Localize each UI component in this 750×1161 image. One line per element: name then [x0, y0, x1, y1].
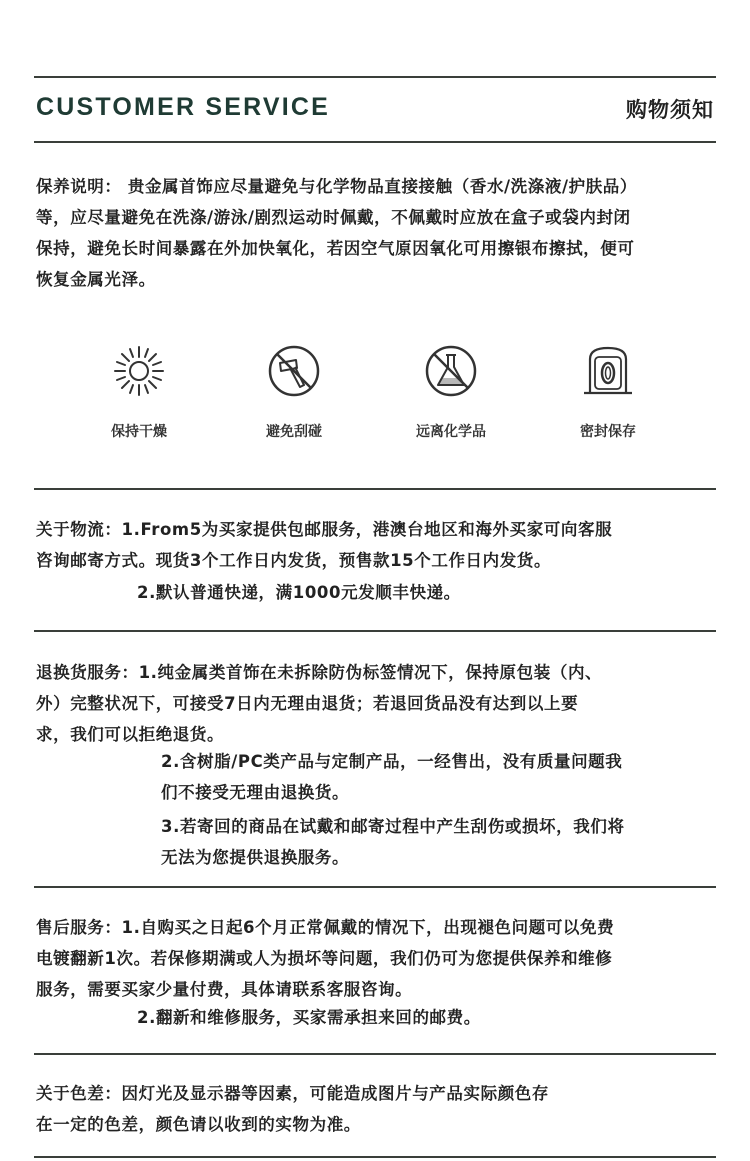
shipping-line: 咨询邮寄方式。现货3个工作日内发货，预售款15个工作日内发货。 — [36, 551, 552, 570]
icon-avoid-scratch — [234, 343, 354, 441]
top-divider — [34, 76, 716, 78]
section-divider — [34, 630, 716, 632]
section-divider — [34, 886, 716, 888]
section-divider — [34, 1053, 716, 1055]
icon-keep-dry — [79, 343, 199, 441]
aftersales-line: 2.翻新和维修服务，买家需承担来回的邮费。 — [137, 1008, 481, 1027]
returns-line: 无法为您提供退换服务。 — [161, 848, 350, 867]
icon-label: 避免刮碰 — [266, 424, 322, 440]
page-title: CUSTOMER SERVICE — [36, 93, 331, 121]
aftersales-line: 电镀翻新1次。若保修期满或人为损坏等问题，我们仍可为您提供保养和维修 — [36, 949, 613, 968]
shipping-line: 2.默认普通快递，满1000元发顺丰快递。 — [137, 583, 461, 602]
color-section — [36, 1078, 549, 1140]
returns-line: 3.若寄回的商品在试戴和邮寄过程中产生刮伤或损坏，我们将 — [161, 817, 625, 836]
color-line: 在一定的色差，颜色请以收到的实物为准。 — [36, 1115, 361, 1134]
care-line: 保养说明： 贵金属首饰应尽量避免与化学物品直接接触（香水/洗涤液/护肤品） — [36, 177, 637, 196]
sun-icon — [111, 343, 167, 399]
shipping-section — [36, 514, 612, 576]
returns-item-3 — [161, 811, 625, 873]
care-line: 恢复金属光泽。 — [36, 270, 156, 289]
shipping-item-2 — [137, 577, 461, 608]
icon-label: 密封保存 — [580, 424, 636, 440]
shipping-line: 关于物流：1.From5为买家提供包邮服务，港澳台地区和海外买家可向客服 — [36, 520, 613, 539]
no-scratch-icon — [266, 343, 322, 399]
care-line: 等，应尽量避免在洗涤/游泳/剧烈运动时佩戴，不佩戴时应放在盒子或袋内封闭 — [36, 208, 631, 227]
returns-line: 们不接受无理由退换货。 — [161, 783, 350, 802]
aftersales-section — [36, 912, 614, 1005]
color-line: 关于色差：因灯光及显示器等因素，可能造成图片与产品实际颜色存 — [36, 1084, 549, 1103]
returns-line: 2.含树脂/PC类产品与定制产品，一经售出，没有质量问题我 — [161, 752, 623, 771]
page-subtitle: 购物须知 — [626, 98, 714, 122]
icon-label: 远离化学品 — [416, 424, 486, 440]
icon-label: 保持干燥 — [111, 424, 167, 440]
bottom-divider — [34, 1156, 716, 1158]
aftersales-item-2 — [137, 1002, 481, 1033]
icon-sealed-storage — [548, 343, 668, 441]
no-chemical-icon — [423, 343, 479, 399]
aftersales-line: 售后服务：1.自购买之日起6个月正常佩戴的情况下，出现褪色问题可以免费 — [36, 918, 615, 937]
sealed-box-icon — [580, 343, 636, 399]
header-divider — [34, 141, 716, 143]
returns-item-2 — [161, 746, 622, 808]
icon-no-chemicals — [391, 343, 511, 441]
returns-line: 求，我们可以拒绝退货。 — [36, 725, 225, 744]
section-divider — [34, 488, 716, 490]
returns-line: 外）完整状况下，可接受7日内无理由退货；若退回货品没有达到以上要 — [36, 694, 579, 713]
returns-line: 退换货服务：1.纯金属类首饰在未拆除防伪标签情况下，保持原包装（内、 — [36, 663, 603, 682]
care-instructions — [36, 171, 637, 295]
returns-section — [36, 657, 602, 750]
aftersales-line: 服务，需要买家少量付费，具体请联系客服咨询。 — [36, 980, 413, 999]
care-line: 保持，避免长时间暴露在外加快氧化，若因空气原因氧化可用擦银布擦拭，便可 — [36, 239, 635, 258]
